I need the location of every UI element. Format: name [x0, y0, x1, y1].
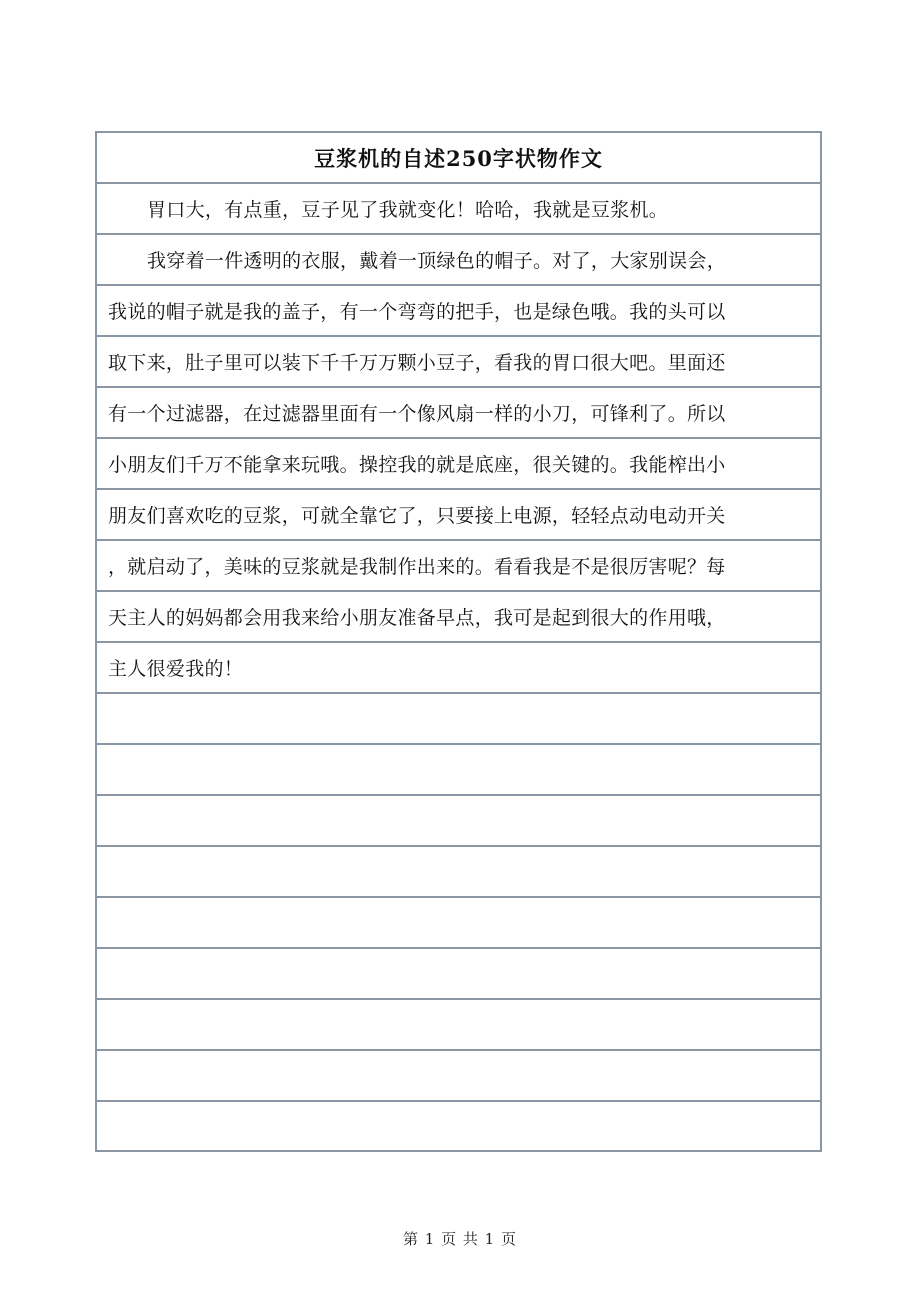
- blank-line: [97, 796, 820, 847]
- blank-line: [97, 1051, 820, 1102]
- text-line-6: 小朋友们千万不能拿来玩哦。操控我的就是底座，很关键的。我能榨出小: [97, 439, 820, 490]
- text-line-4: 取下来，肚子里可以装下千千万万颗小豆子，看我的胃口很大吧。里面还: [97, 337, 820, 388]
- text-line-3: 我说的帽子就是我的盖子，有一个弯弯的把手，也是绿色哦。我的头可以: [97, 286, 820, 337]
- text-line-2: 我穿着一件透明的衣服，戴着一顶绿色的帽子。对了，大家别误会，: [97, 235, 820, 286]
- text-line-8: ，就启动了，美味的豆浆就是我制作出来的。看看我是不是很厉害呢？每: [97, 541, 820, 592]
- blank-line: [97, 847, 820, 898]
- composition-sheet: [95, 131, 822, 1152]
- blank-line: [97, 898, 820, 949]
- text-line-10: 主人很爱我的！: [97, 643, 820, 694]
- blank-line: [97, 694, 820, 745]
- text-line-9: 天主人的妈妈都会用我来给小朋友准备早点，我可是起到很大的作用哦，: [97, 592, 820, 643]
- text-line-5: 有一个过滤器，在过滤器里面有一个像风扇一样的小刀，可锋利了。所以: [97, 388, 820, 439]
- text-line-7: 朋友们喜欢吃的豆浆，可就全靠它了，只要接上电源，轻轻点动电动开关: [97, 490, 820, 541]
- page-number: 第 1 页 共 1 页: [403, 1230, 517, 1248]
- text-line-1: 胃口大，有点重，豆子见了我就变化！哈哈，我就是豆浆机。: [97, 184, 820, 235]
- document-title: 豆浆机的自述250字状物作文: [97, 133, 820, 184]
- blank-line: [97, 949, 820, 1000]
- blank-line: [97, 1000, 820, 1051]
- blank-line: [97, 745, 820, 796]
- blank-line: [97, 1102, 820, 1153]
